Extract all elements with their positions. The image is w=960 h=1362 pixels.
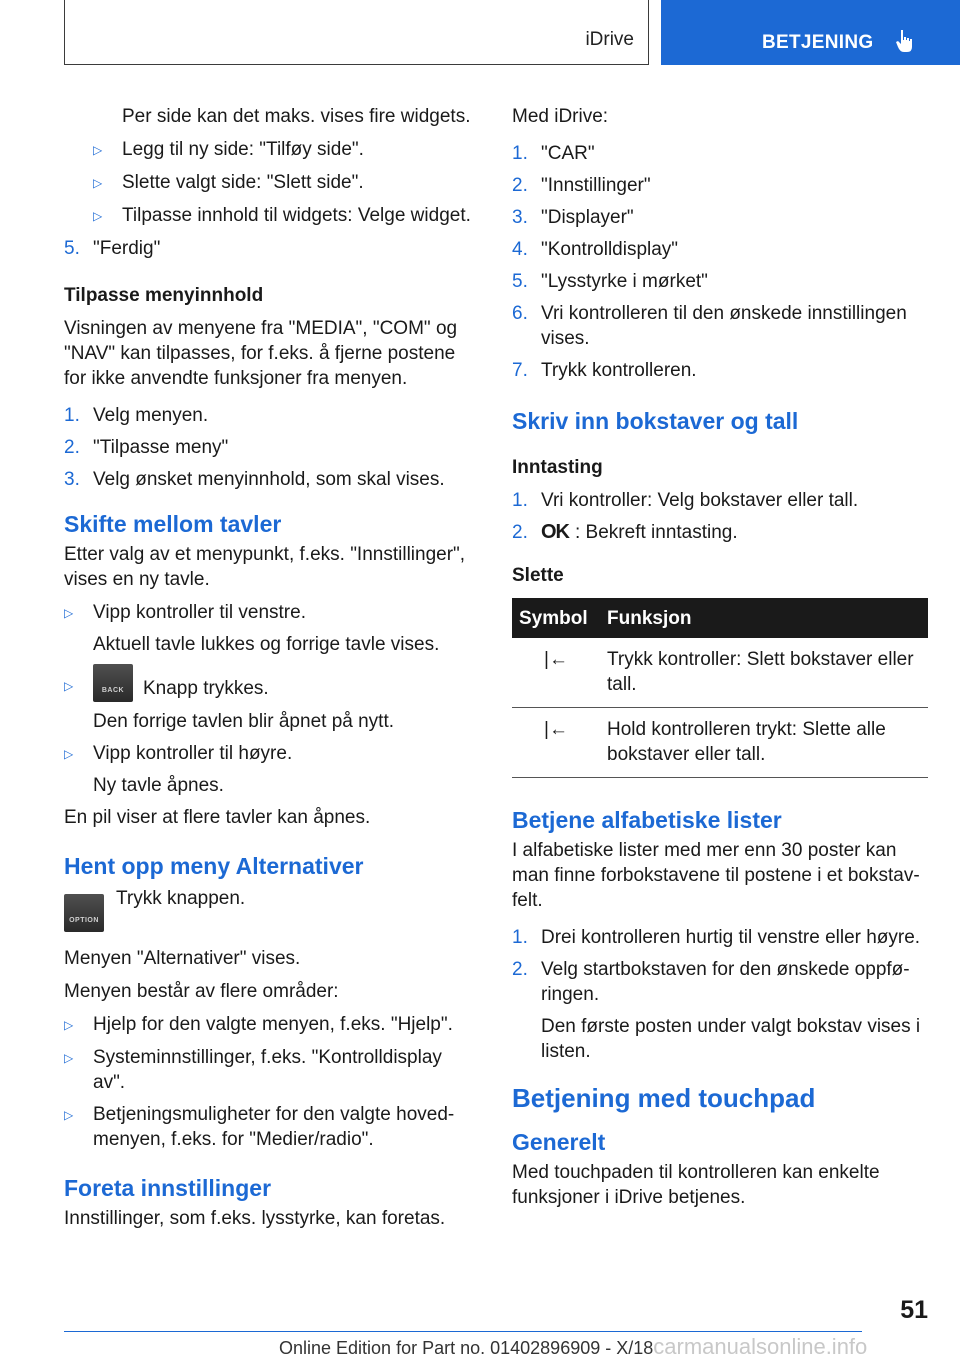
- delete-arrow-icon: |←: [512, 708, 600, 778]
- heading-switch-panels: Skifte mellom tavler: [64, 511, 282, 537]
- list-item: 2. "Tilpasse meny": [64, 437, 229, 458]
- triangle-bullet-icon: ▷: [64, 679, 74, 693]
- idrive-step-list: [512, 141, 928, 383]
- triangle-bullet-icon: ▷: [64, 1018, 74, 1032]
- header-chapter-label: BETJENING: [762, 32, 874, 53]
- list-item: ▷ Vipp kontroller til venstre. Aktuell tavle lukkes og forrige tavle vises.: [64, 602, 440, 655]
- list-item: ▷ Slette valgt side: "Slett side".: [93, 170, 476, 196]
- triangle-bullet-icon: ▷: [93, 176, 103, 190]
- triangle-bullet-icon: ▷: [64, 747, 74, 761]
- paragraph: Innstillinger, som f.eks. lysstyrke, kan foretas.: [64, 1208, 446, 1229]
- list-item: ▷ BACK Knapp trykkes. Den forrige tavlen blir åpnet på nytt.: [64, 664, 476, 734]
- subheading-delete: Slette: [512, 565, 564, 586]
- list-item: 1. Velg menyen.: [64, 405, 209, 426]
- footer-edition: Online Edition for Part no. 01402896909 - X/18carmanualsonline.info: [279, 1334, 868, 1359]
- triangle-bullet-icon: ▷: [93, 143, 103, 157]
- widget-intro: Per side kan det maks. vises fire widgets.: [122, 106, 471, 127]
- header-section-box: [64, 0, 649, 65]
- table-header-function: Funksjon: [600, 598, 928, 638]
- paragraph: Med iDrive:: [512, 106, 609, 127]
- heading-input-letters: Skriv inn bokstaver og tall: [512, 408, 799, 434]
- footer-divider: [64, 1331, 862, 1332]
- heading-general: Generelt: [512, 1129, 606, 1155]
- list-item: 2. Velg startbokstaven for den ønskede oppføringen. Den første posten under valgt bokstav vises i listen.: [512, 959, 921, 1062]
- list-item: ▷ Betjeningsmuligheter for den valgte hovedmenyen, f.eks. for "Medier/radio".: [64, 1104, 455, 1150]
- triangle-bullet-icon: ▷: [93, 209, 103, 223]
- subheading-menu-content: Tilpasse menyinnhold: [64, 285, 264, 306]
- menu-step-list: [64, 403, 476, 492]
- list-item: ▷ Hjelp for den valgte menyen, f.eks. "Hjelp".: [64, 1012, 476, 1038]
- list-item: ▷ Vipp kontroller til høyre. Ny tavle åpnes.: [64, 743, 293, 796]
- list-item: 5. "Ferdig": [64, 238, 161, 259]
- subheading-input: Inntasting: [512, 457, 603, 478]
- right-column: [512, 104, 928, 1218]
- heading-alphabetic-lists: Betjene alfabetiske lister: [512, 807, 782, 833]
- option-button-icon: OPTION: [64, 894, 104, 932]
- delete-arrow-icon: |←: [512, 638, 600, 708]
- widget-bullet-list: [64, 137, 476, 229]
- list-item: ▷ Tilpasse innhold til widgets: Velge widget.: [93, 203, 476, 229]
- list-item: 2. "Innstillinger": [512, 175, 651, 196]
- options-bullet-list: [64, 1012, 476, 1152]
- heading-settings: Foreta innstillinger: [64, 1175, 272, 1201]
- back-button-icon: BACK: [93, 664, 133, 702]
- header-chapter-tab: [661, 0, 960, 65]
- ok-icon: OK: [541, 521, 569, 543]
- table-row: |← Hold kontrolleren trykt: Slette alle bokstaver eller tall.: [512, 708, 928, 778]
- triangle-bullet-icon: ▷: [64, 1051, 74, 1065]
- list-item: 2. OK : Bekreft inntasting.: [512, 521, 738, 543]
- list-item: ▷ Legg til ny side: "Tilføy side".: [93, 137, 476, 163]
- paragraph: Etter valg av et menypunkt, f.eks. "Innstillinger", vises en ny tavle.: [64, 544, 466, 590]
- list-item: 1. Drei kontrolleren hurtig til venstre eller høyre.: [512, 927, 921, 948]
- paragraph: Menyen består av flere områder:: [64, 981, 339, 1002]
- alpha-step-list: [512, 925, 928, 1064]
- list-item: 5. "Lysstyrke i mørket": [512, 271, 708, 292]
- triangle-bullet-icon: ▷: [64, 1108, 74, 1122]
- heading-options-menu: Hent opp meny Alternativer: [64, 853, 364, 879]
- left-column: Per side kan det maks. vises fire widgets. ▷ Legg til ny side: "Tilføy side". ▷ Slette valgt side: "Slett side". ▷ Tilpasse innhold til widgets: Velge widget. 5. "Ferdig" Tilpasse menyinnhold Visningen av menyene fra "MEDIA", "COM" og "NAV" kan tilpasses, for f.eks. å fjerne postene for ikke anvendte funksjoner fra menyen. 1. Velg menyen. 2. "Tilpasse meny" 3. Velg ønsket menyinnhold, som skal vises. Skifte mellom tavler Etter valg av et menypunkt, f.eks. "Innstillinger", vises en ny tavle. ▷ Vipp kontroller til venstre. Aktuell tavle lukkes og forrige tavle vises. ▷ BACK Knapp trykkes. Den forrige tavlen blir åpnet på nytt. ▷ Vipp kontroller til høyre. Ny tavle åpnes. En pil viser at flere tavler kan åpnes. Hent opp meny Alternativer OPTION Trykk knappen. Menyen "Alternativer" vises. Menyen består av flere områder: ▷ Hjelp for den valgte menyen, f.eks. "Hjelp". ▷ Systeminnstillinger, f.eks. "Kontrolldisplay av". ▷ Betjeningsmuligheter for den valgte hovedmenyen, f.eks. for "Medier/radio". Foreta innstillinger Innstillinger, som f.eks. lysstyrke, kan foretas.: [64, 104, 476, 1239]
- heading-touchpad: Betjening med touchpad: [512, 1083, 816, 1113]
- table-row: |← Trykk kontroller: Slett bokstaver eller tall.: [512, 638, 928, 708]
- header-section-title: iDrive: [585, 29, 634, 50]
- hand-pointer-icon: [895, 28, 919, 54]
- switch-bullet-list: [64, 600, 476, 798]
- list-item: 4. "Kontrolldisplay": [512, 239, 679, 260]
- list-item: 1. Vri kontroller: Velg bokstaver eller tall.: [512, 490, 859, 511]
- list-item: 3. Velg ønsket menyinnhold, som skal vises.: [64, 469, 445, 490]
- symbol-table: [512, 598, 928, 778]
- list-item: 3. "Displayer": [512, 207, 634, 228]
- paragraph: I alfabetiske lister med mer enn 30 poster kan man finne forbokstavene til postene i et bokstavfelt.: [512, 840, 920, 911]
- paragraph: En pil viser at flere tavler kan åpnes.: [64, 807, 371, 828]
- paragraph: Menyen "Alternativer" vises.: [64, 948, 301, 969]
- triangle-bullet-icon: ▷: [64, 606, 74, 620]
- list-item: 6. Vri kontrolleren til den ønskede innstillingen vises.: [512, 303, 907, 349]
- list-item: 7. Trykk kontrolleren.: [512, 360, 697, 381]
- page-number: 51: [900, 1296, 928, 1324]
- list-item: 1. "CAR": [512, 143, 595, 164]
- paragraph: Visningen av menyene fra "MEDIA", "COM" og "NAV" kan tilpasses, for f.eks. å fjerne postene for ikke anvendte funksjoner fra menyen.: [64, 318, 458, 389]
- list-item: ▷ Systeminnstillinger, f.eks. "Kontrolldisplay av".: [64, 1047, 442, 1093]
- paragraph: Med touchpaden til kontrolleren kan enkelte funksjoner i iDrive betjenes.: [512, 1162, 880, 1208]
- watermark: carmanualsonline.info: [653, 1334, 868, 1359]
- table-header-symbol: Symbol: [512, 598, 600, 638]
